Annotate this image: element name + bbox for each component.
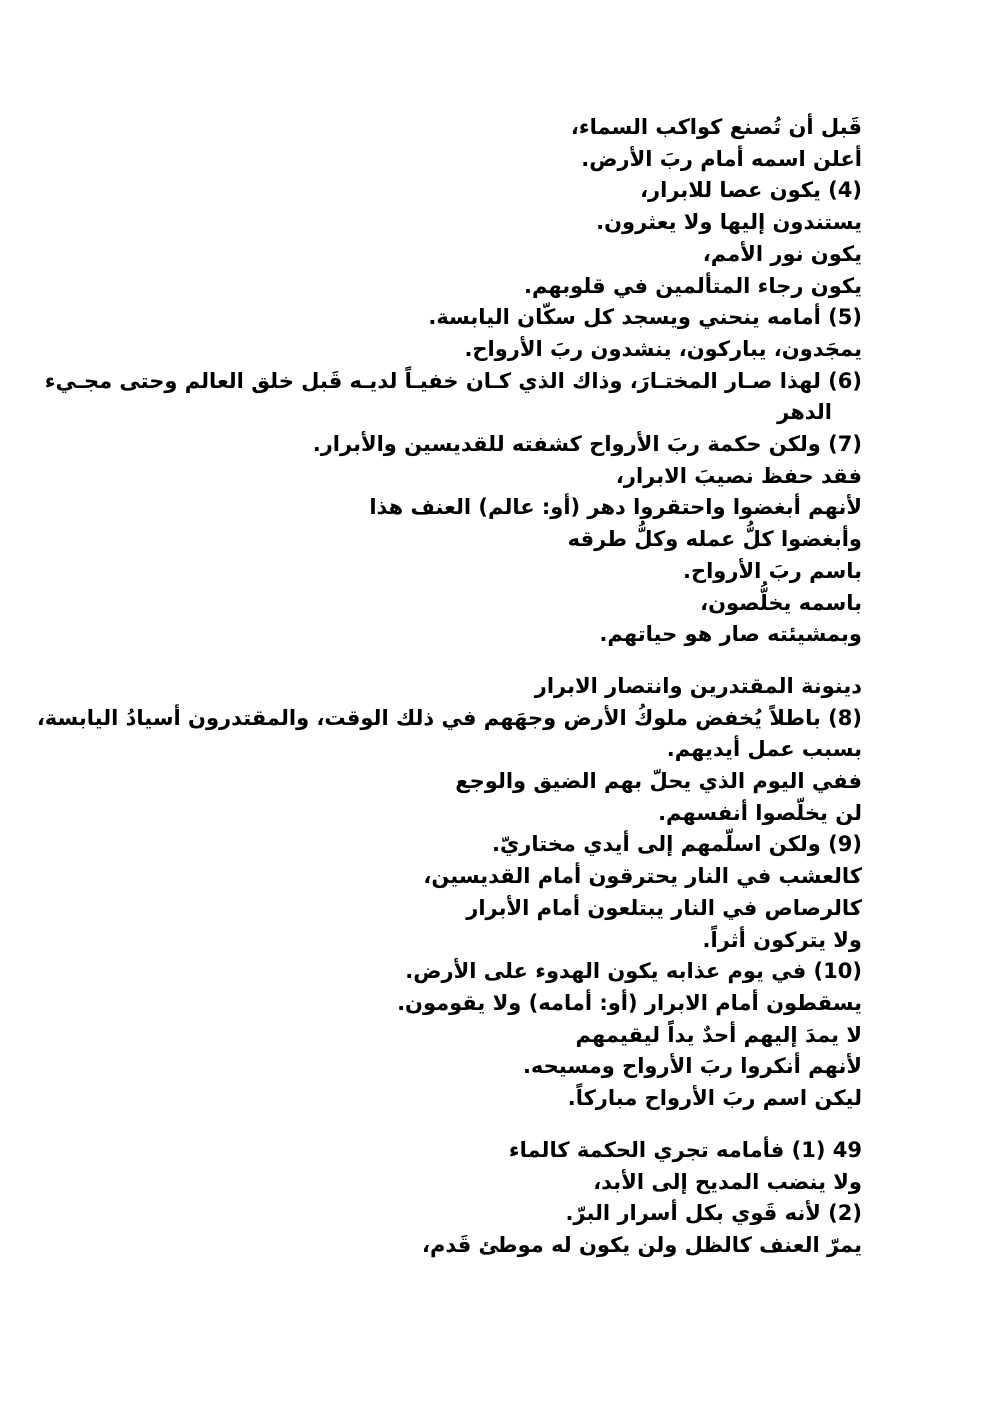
- text-line: فقد حفظ نصيبَ الابرار،: [615, 463, 862, 488]
- text-line: (9) ولكن اسلّمهم إلى أيدي مختاريّ.: [492, 832, 862, 857]
- text-line: يكون نور الأمم،: [702, 241, 862, 266]
- text-line: يسقطون أمام الابرار (أو: أمامه) ولا يقومون.: [397, 990, 862, 1015]
- text-line: كالعشب في النار يحترقون أمام القديسين،: [423, 864, 862, 889]
- scripture-text: [36, 112, 862, 1262]
- text-line: يمرّ العنف كالظل ولن يكون له موطئ قَدم،: [422, 1232, 862, 1257]
- text-line: ففي اليوم الذي يحلّ بهم الضيق والوجع: [455, 769, 862, 794]
- text-line: لأنهم أنكروا ربَ الأرواح ومسيحه.: [522, 1054, 862, 1079]
- text-line: (7) ولكن حكمة ربَ الأرواح كشفته للقديسين والأبرار.: [312, 432, 862, 457]
- text-section: [100, 1135, 862, 1262]
- section-heading: دينونة المقتدرين وانتصار الابرار: [534, 673, 862, 698]
- text-line: ولا ينضب المديح إلى الأبد،: [593, 1169, 862, 1194]
- text-line: كالرصاص في النار يبتلعون أمام الأبرار: [466, 895, 862, 920]
- text-line: يمجَدون، يباركون، ينشدون ربَ الأرواح.: [464, 336, 862, 361]
- text-line: ولا يتركون أثراً.: [702, 927, 862, 952]
- text-line: بسبب عمل أيديهم.: [666, 737, 862, 762]
- text-line: أعلن اسمه أمام ربَ الأرض.: [581, 146, 862, 171]
- text-line: يستندون إليها ولا يعثرون.: [596, 210, 862, 235]
- text-line: (6) لهذا صـار المختـارَ، وذاك الذي كـان خفيـاً لديـه قَبل خلق العالم وحتى مجـيء: [44, 368, 862, 393]
- text-line: (4) يكون عصا للابرار،: [640, 178, 862, 203]
- text-line: (2) لأنه قَوي بكل أسرار البرّ.: [565, 1201, 862, 1226]
- text-line: لن يخلّصوا أنفسهم.: [658, 800, 862, 825]
- text-line: وأبغضوا كلُّ عمله وكلُّ طرقه: [567, 527, 862, 552]
- text-line: (8) باطلاً يُخفض ملوكُ الأرض وجهَهم في ذلك الوقت، والمقتدرون أسيادُ اليابسة،: [36, 705, 862, 730]
- text-line: 49 (1) فأمامه تجري الحكمة كالماء: [508, 1137, 862, 1162]
- text-line: يكون رجاء المتألمين في قلوبهم.: [523, 273, 862, 298]
- text-line: الدهر: [777, 400, 832, 425]
- text-line: لأنهم أبغضوا واحتقروا دهر (أو: عالم) العنف هذا: [369, 495, 862, 520]
- text-line: لا يمدَ إليهم أحدٌ يداً ليقيمهم: [575, 1022, 862, 1047]
- text-line: (10) في يوم عذابه يكون الهدوء على الأرض.: [405, 959, 862, 984]
- text-line: باسم ربَ الأرواح.: [683, 558, 862, 583]
- text-line: وبمشيئته صار هو حياتهم.: [599, 622, 862, 647]
- text-line: ليكن اسم ربَ الأرواح مباركاً.: [567, 1086, 862, 1111]
- text-section: [36, 671, 862, 1115]
- text-section: [44, 112, 862, 651]
- text-line: باسمه يخلُّصون،: [700, 590, 862, 615]
- text-line: قَبل أن تُصنع كواكب السماء،: [570, 115, 862, 139]
- text-line: (5) أمامه ينحني ويسجد كل سكّان اليابسة.: [428, 305, 862, 330]
